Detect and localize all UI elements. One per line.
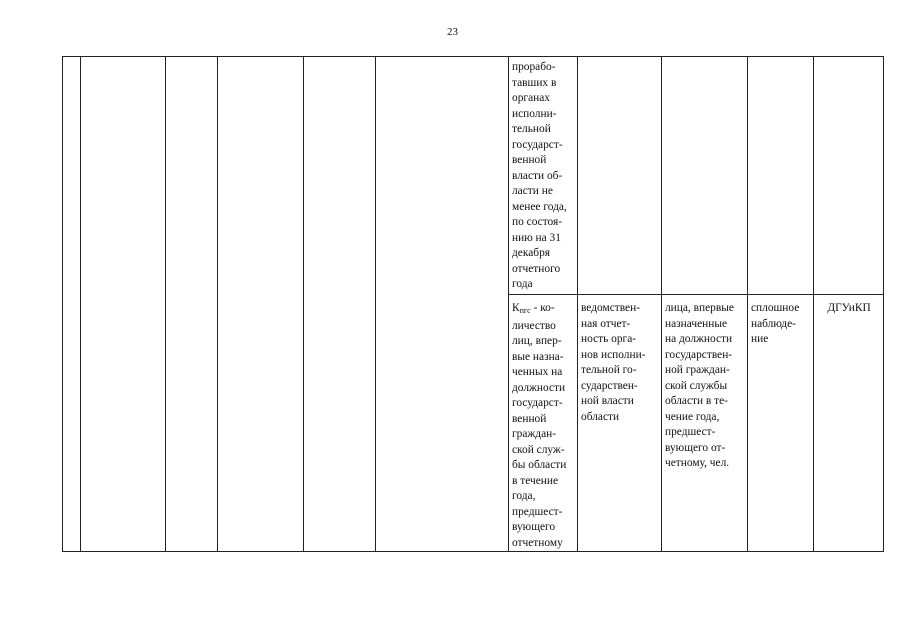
data-source: ведомствен- ная отчет- ность орга- нов исполни- тельной го- сударствен- ной власти области bbox=[581, 302, 646, 423]
indicator-table bbox=[62, 56, 884, 552]
empty-cell bbox=[748, 57, 814, 295]
continued-text: прорабо- тавших в органах исполни- тельной государст- венной власти об- ласти не менее года, по состоя- нию на 31 декабря отчетного года bbox=[512, 61, 567, 290]
indicator-definition: - ко- личество лиц, впер- вые назна- ченных на должности государст- венной граждан- ской служ- бы области в течение года, предшест- вующего отчетному bbox=[512, 302, 567, 549]
empty-cell bbox=[81, 57, 166, 552]
responsible-cell bbox=[814, 295, 884, 552]
empty-cell bbox=[166, 57, 218, 552]
observation-method: сплошное наблюде- ние bbox=[751, 302, 800, 345]
data-source-cell bbox=[578, 295, 662, 552]
unit-of-measure: лица, впервые назначенные на должности государствен- ной граждан- ской службы области в те- чение года, предшест- вующего от- четному, чел. bbox=[665, 302, 734, 469]
empty-cell bbox=[304, 57, 376, 552]
method-cell bbox=[748, 295, 814, 552]
indicator-text bbox=[509, 295, 577, 551]
page-number: 23 bbox=[447, 26, 458, 38]
indicator-symbol: К bbox=[512, 302, 520, 314]
empty-cell bbox=[63, 57, 81, 552]
empty-cell bbox=[376, 57, 509, 552]
responsible-body: ДГУиКП bbox=[827, 302, 871, 314]
unit-cell bbox=[662, 295, 748, 552]
empty-cell bbox=[814, 57, 884, 295]
indicator-description bbox=[509, 295, 578, 552]
empty-cell bbox=[218, 57, 304, 552]
empty-cell bbox=[662, 57, 748, 295]
empty-cell bbox=[578, 57, 662, 295]
table-row bbox=[63, 57, 884, 295]
indicator-description-continued bbox=[509, 57, 578, 295]
indicator-subscript: пгс bbox=[519, 306, 531, 315]
